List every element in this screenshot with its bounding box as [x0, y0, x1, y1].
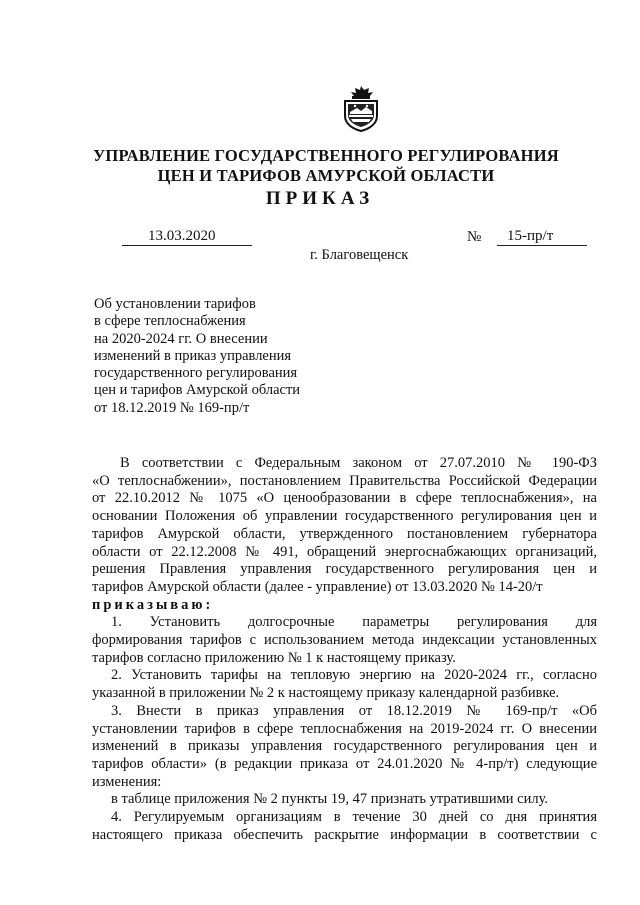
body-line: тарифов Амурской области, утвержденного постановлением губернатора: [92, 525, 597, 542]
document-city: г. Благовещенск: [310, 247, 409, 263]
item-3-change: в таблице приложения № 2 пункты 19, 47 признать утратившими силу.: [111, 791, 549, 808]
document-body: [92, 455, 597, 844]
item-3-line: 3. Внести в приказ управления от 18.12.2019 № 169-пр/т «Об: [111, 702, 597, 719]
body-line: «О теплоснабжении», постановлением Правительства Российской Федерации: [92, 472, 597, 489]
item-2-line: указанной в приложении № 2 к настоящему приказу календарной разбивке.: [92, 685, 560, 702]
subject-line: изменений в приказ управления: [94, 347, 292, 364]
order-word: приказываю:: [92, 596, 214, 613]
item-3-line: установлении тарифов в сфере теплоснабжения на 2019-2024 гг. О внесении: [92, 720, 597, 737]
item-1-line: формирования тарифов с использованием метода индексации установленных: [92, 632, 597, 649]
item-3-line: изменений в приказы управления государственного регулирования цен и: [92, 738, 597, 755]
document-number: 15-пр/т: [497, 228, 587, 246]
subject-line: на 2020-2024 гг. О внесении: [94, 330, 268, 347]
body-line: основании Положения об управлении государственного регулирования цен и: [92, 508, 597, 525]
document-subject: [94, 296, 334, 417]
body-line: В соответствии с Федеральным законом от 27.07.2010 № 190-ФЗ: [120, 455, 597, 471]
organization-name-line-1: УПРАВЛЕНИЕ ГОСУДАРСТВЕННОГО РЕГУЛИРОВАНИЯ: [93, 146, 559, 165]
item-3-line: изменения:: [92, 773, 162, 790]
item-1-line: тарифов согласно приложению № 1 к настоящему приказу.: [92, 649, 456, 666]
subject-line: Об установлении тарифов: [94, 296, 256, 312]
body-line: решения Правления управления государственного регулирования цен и: [92, 561, 597, 578]
document-date: 13.03.2020: [122, 228, 252, 246]
body-line: тарифов Амурской области (далее - управление) от 13.03.2020 № 14-20/т: [92, 578, 543, 595]
body-line: области от 22.12.2008 № 491, обращений энергоснабжающих организаций,: [92, 543, 597, 560]
item-3-line: тарифов области» (в редакции приказа от 24.01.2020 № 4-пр/т) следующие: [92, 755, 597, 772]
body-line: от 22.10.2012 № 1075 «О ценообразовании в сфере теплоснабжения», на: [92, 490, 597, 507]
amur-region-emblem-icon: [339, 84, 383, 132]
item-4-line: 4. Регулируемым организациям в течение 30 дней со дня принятия: [111, 809, 597, 826]
subject-line: в сфере теплоснабжения: [94, 313, 246, 330]
document-number-label: №: [467, 229, 482, 245]
item-2-line: 2. Установить тарифы на тепловую энергию на 2020-2024 гг., согласно: [111, 667, 597, 684]
organization-name-line-2: ЦЕН И ТАРИФОВ АМУРСКОЙ ОБЛАСТИ: [157, 166, 495, 185]
subject-line: государственного регулирования: [94, 365, 298, 382]
subject-line: от 18.12.2019 № 169-пр/т: [94, 399, 250, 416]
item-1-line: 1. Установить долгосрочные параметры регулирования для: [111, 614, 597, 631]
document-type-title: ПРИКАЗ: [265, 188, 375, 209]
subject-line: цен и тарифов Амурской области: [94, 382, 301, 399]
item-4-line: настоящего приказа обеспечить раскрытие информации в соответствии с: [92, 826, 597, 843]
